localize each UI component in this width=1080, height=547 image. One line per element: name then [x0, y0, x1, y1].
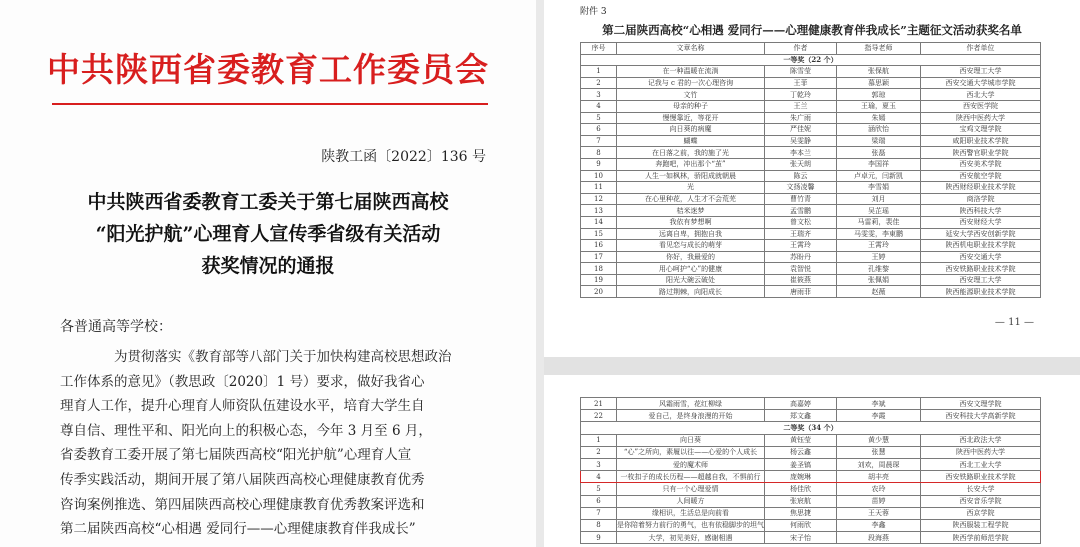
table-cell: 陕西中医药大学 [921, 446, 1041, 458]
table-cell: 唐雨菲 [765, 286, 837, 298]
table-cell: 王瑞齐 [765, 228, 837, 240]
table-cell: 曾文松 [765, 216, 837, 228]
table-cell: 胡丰亮 [837, 471, 921, 483]
table-cell: 王菲 [765, 77, 837, 89]
table-cell: 王天蓉 [837, 507, 921, 519]
table-cell: 宋子怡 [765, 532, 837, 544]
table-header-row [581, 43, 1041, 55]
table-cell: 21 [581, 398, 617, 410]
table-cell: 你好，我最爱的 [617, 251, 765, 263]
page-divider [536, 0, 544, 547]
table-cell: 陕西机电职业技术学院 [921, 240, 1041, 252]
table-cell: 刘欢，周晨琛 [837, 458, 921, 470]
table-cell: 光 [617, 182, 765, 194]
table-cell: 杨云鑫 [765, 446, 837, 458]
table-cell: 2 [581, 77, 617, 89]
table-row [581, 240, 1041, 252]
table-cell: 看见恋与成长的萌芽 [617, 240, 765, 252]
table-row [581, 182, 1041, 194]
table-cell: 李霞 [837, 410, 921, 422]
table-cell: 在日落之前，我的施了光 [617, 147, 765, 159]
table-cell: 母亲的种子 [617, 100, 765, 112]
table-cell: 李雪娟 [837, 182, 921, 194]
table-cell: 西安交通大学城市学院 [921, 77, 1041, 89]
table-cell: 3 [581, 89, 617, 101]
table-cell: 西安文理学院 [921, 398, 1041, 410]
table-cell: 缘相识，生活总是向前看 [617, 507, 765, 519]
table-cell: 只有一个心理爱情 [617, 483, 765, 495]
table-cell: 阳光大碗云破处 [617, 274, 765, 286]
table-row [581, 147, 1041, 159]
table-row [581, 507, 1041, 519]
body-line: 第二届陕西高校“心相遇 爱同行——心理健康教育伴我成长” [60, 521, 416, 538]
table-row [581, 286, 1041, 298]
table-cell: 咸阳职业技术学院 [921, 135, 1041, 147]
table-cell: 文章名称 [617, 43, 765, 55]
table-cell: 西安交通大学 [921, 251, 1041, 263]
table-cell: 8 [581, 147, 617, 159]
table-row [581, 193, 1041, 205]
table-cell: 人生一如枫林，骄阳成就朝晨 [617, 170, 765, 182]
table-cell: 西安美术学院 [921, 158, 1041, 170]
table-cell: 17 [581, 251, 617, 263]
page-number: — 11 — [994, 317, 1034, 328]
table-row [581, 458, 1041, 470]
attachment-label: 附件 3 [580, 7, 607, 17]
table-cell: 爱的魔术师 [617, 458, 765, 470]
notice-title-line: 中共陕西省委教育工委关于第七届陕西高校 [87, 191, 449, 213]
table-row [581, 446, 1041, 458]
table-cell: 11 [581, 182, 617, 194]
table-cell: 马雯雯，李東鹏 [837, 228, 921, 240]
prize-section-label: 二等奖（34 个） [581, 422, 1041, 434]
org-title: 中共陕西省委教育工作委员会 [47, 50, 489, 89]
table-cell: 在心里种花，人生才不会荒芜 [617, 193, 765, 205]
table-cell: 蝴蝶 [617, 135, 765, 147]
body-line: 尊自信、理性平和、阳光向上的积极心态，今年 3 月至 6 月， [60, 422, 432, 439]
table-row [581, 495, 1041, 507]
table-cell: 指导老师 [837, 43, 921, 55]
table-cell: 李斌 [837, 398, 921, 410]
table-cell: 苏盼丹 [765, 251, 837, 263]
table-cell: 袁智悦 [765, 263, 837, 275]
table-cell: 西安财经大学 [921, 216, 1041, 228]
table-cell: 文竹 [617, 89, 765, 101]
notice-title-line: 获奖情况的通报 [201, 255, 335, 277]
table-cell: 农玲 [837, 483, 921, 495]
table-cell: 西安科技大学高新学院 [921, 410, 1041, 422]
table-cell: 风霜雨雪，花红柳绿 [617, 398, 765, 410]
table-row [581, 100, 1041, 112]
table-cell: 陕西服装工程学院 [921, 519, 1041, 531]
table-row [581, 135, 1041, 147]
table-cell: 慕思颖 [837, 77, 921, 89]
table-cell: 向日葵 [617, 434, 765, 446]
table-cell: 王霄玲 [837, 240, 921, 252]
salutation: 各普通高等学校： [60, 319, 172, 335]
table-cell: 6 [581, 124, 617, 136]
body-line: 工作体系的意见》（教思政〔2020〕1 号）要求，做好我省心 [60, 373, 425, 390]
body-line: 为贯彻落实《教育部等八部门关于加快构建高校思想政治 [114, 349, 452, 365]
table-row [581, 398, 1041, 410]
table-cell: 陕西财经职业技术学院 [921, 182, 1041, 194]
table-cell: 2 [581, 446, 617, 458]
table-cell: 用心呵护“心”的健康 [617, 263, 765, 275]
table-row [581, 77, 1041, 89]
table-cell: 桔米迷梦 [617, 205, 765, 217]
table-cell: 马雷莉，裴佳 [837, 216, 921, 228]
table-cell: 赵薇 [837, 286, 921, 298]
table-cell: 刘月 [837, 193, 921, 205]
table-cell: 大学，初见美好，感谢相遇 [617, 532, 765, 544]
table-row [581, 66, 1041, 78]
table-cell: 长安大学 [921, 483, 1041, 495]
table-cell: 人间暖方 [617, 495, 765, 507]
table-cell: 焦思捷 [765, 507, 837, 519]
table-cell: 李鑫 [837, 519, 921, 531]
table-cell: 在一种温暖在流淌 [617, 66, 765, 78]
table-cell: 朱广雨 [765, 112, 837, 124]
table-cell: 崔筱燕 [765, 274, 837, 286]
table-cell: 严佳妮 [765, 124, 837, 136]
table-cell: 何雨欣 [765, 519, 837, 531]
table-row [581, 170, 1041, 182]
body-line: 理育人工作，提升心理育人师资队伍建设水平，培育大学生自 [60, 398, 425, 415]
table-cell: 5 [581, 112, 617, 124]
table-cell: 19 [581, 274, 617, 286]
table-row [581, 434, 1041, 446]
table-cell: 郑文鑫 [765, 410, 837, 422]
table-cell: 延安大学西安创新学院 [921, 228, 1041, 240]
table-cell: 西安音乐学院 [921, 495, 1041, 507]
table-cell: 孟雪鹏 [765, 205, 837, 217]
table-row [581, 158, 1041, 170]
table-cell: 朱嫣 [837, 112, 921, 124]
table-cell: 记我与 c 君的一次心理咨询 [617, 77, 765, 89]
table-cell: 段海燕 [837, 532, 921, 544]
table-row [581, 483, 1041, 495]
award-list-page-1 [544, 0, 1080, 357]
table-cell: 张磊 [837, 147, 921, 159]
table-cell: 作者 [765, 43, 837, 55]
page-gap [544, 357, 1080, 375]
table-cell: 序号 [581, 43, 617, 55]
table-cell: 9 [581, 532, 617, 544]
table-row [581, 205, 1041, 217]
table-cell: 12 [581, 193, 617, 205]
table-cell: 陕西警官职业学院 [921, 147, 1041, 159]
table-cell: 西京学院 [921, 507, 1041, 519]
table-cell: 张佩娟 [837, 274, 921, 286]
table-row [581, 216, 1041, 228]
highlighted-table-row [581, 471, 1041, 483]
table-cell: 陕西科技大学 [921, 205, 1041, 217]
table-cell: 曹竹青 [765, 193, 837, 205]
award-list-page-2 [544, 375, 1080, 547]
table-cell: 15 [581, 228, 617, 240]
prize-section-row [581, 54, 1041, 66]
table-cell: 是你陪着努力前行的勇气，也有依稳脚步的坦气 [617, 519, 765, 531]
table-cell: 远离自卑，拥抱自我 [617, 228, 765, 240]
table-row [581, 410, 1041, 422]
notice-title-line: “阳光护航”心理育人宣传季省级有关活动 [95, 223, 441, 245]
table-row [581, 519, 1041, 531]
table-cell: 7 [581, 135, 617, 147]
table-cell: 14 [581, 216, 617, 228]
table-row [581, 89, 1041, 101]
table-cell: 一枚扣子的成长历程——超越自我，不惧前行 [617, 471, 765, 483]
table-cell: 李本兰 [765, 147, 837, 159]
table-cell: 18 [581, 263, 617, 275]
table-cell: 向日葵的病魔 [617, 124, 765, 136]
table-cell: 奔跑吧，冲出那个“茧” [617, 158, 765, 170]
table-cell: 9 [581, 158, 617, 170]
table-cell: 西安铁路职业技术学院 [921, 263, 1041, 275]
table-row [581, 532, 1041, 544]
table-cell: 路过荆棘，向阳成长 [617, 286, 765, 298]
table-cell: 4 [581, 471, 617, 483]
table-row [581, 274, 1041, 286]
table-cell: 吴雯静 [765, 135, 837, 147]
prize-section-label: 一等奖（22 个） [581, 54, 1041, 66]
table-cell: 王婷 [837, 251, 921, 263]
table-cell: 13 [581, 205, 617, 217]
table-cell: 郭琼 [837, 89, 921, 101]
table-cell: 1 [581, 434, 617, 446]
table-cell: 黄钰莹 [765, 434, 837, 446]
table-cell: 22 [581, 410, 617, 422]
table-cell: 卢卓元，闫新凯 [837, 170, 921, 182]
table-cell: 苗婷 [837, 495, 921, 507]
table-cell: 8 [581, 519, 617, 531]
table-cell: 1 [581, 66, 617, 78]
document-number: 陕教工函〔2022〕136 号 [321, 149, 486, 165]
table-cell: 宝鸡文理学院 [921, 124, 1041, 136]
table-cell: 庞婉琳 [765, 471, 837, 483]
table-cell: 姜圣镐 [765, 458, 837, 470]
table-row [581, 228, 1041, 240]
table-cell: 西安理工大学 [921, 274, 1041, 286]
table-cell: 黄少慧 [837, 434, 921, 446]
prize-section-row [581, 422, 1041, 434]
table-cell: 张慧 [837, 446, 921, 458]
table-cell: 西北工业大学 [921, 458, 1041, 470]
award-table [580, 42, 1041, 298]
table-cell: 王瑜，夏玉 [837, 100, 921, 112]
table-cell: 商洛学院 [921, 193, 1041, 205]
body-text [60, 345, 490, 542]
table-cell: 张宸航 [765, 495, 837, 507]
body-line: 咨询案例推选、第四届陕西高校心理健康教育优秀教案评选和 [60, 496, 425, 513]
body-line: 省委教育工委开展了第七届陕西高校“阳光护航”心理育人宣 [60, 447, 412, 464]
table-cell: 西北大学 [921, 89, 1041, 101]
table-cell: 陈雪莹 [765, 66, 837, 78]
table-cell: 吴芷瑶 [837, 205, 921, 217]
table-cell: 张保航 [837, 66, 921, 78]
table-cell: 文扬凌馨 [765, 182, 837, 194]
table-cell: 王兰 [765, 100, 837, 112]
table-row [581, 124, 1041, 136]
table-cell: 高嘉婷 [765, 398, 837, 410]
table-row [581, 112, 1041, 124]
table-cell: 陕西学前师范学院 [921, 532, 1041, 544]
notice-title [30, 186, 506, 282]
table-cell: 爱自己，是终身浪漫的开始 [617, 410, 765, 422]
table-cell: 涵欣怡 [837, 124, 921, 136]
table-cell: 梁瑞 [837, 135, 921, 147]
table-row [581, 251, 1041, 263]
table-cell: “心”之所向，素履以往——心爱的个人成长 [617, 446, 765, 458]
table-cell: 16 [581, 240, 617, 252]
table-cell: 西安航空学院 [921, 170, 1041, 182]
table-cell: 丁乾玲 [765, 89, 837, 101]
body-line: 传季实践活动，期间开展了第八届陕西高校心理健康教育优秀 [60, 471, 425, 488]
table-cell: 慢慢靠近，等花开 [617, 112, 765, 124]
table-title: 第二届陕西高校“心相遇 爱同行——心理健康教育伴我成长”主题征文活动获奖名单 [602, 23, 1022, 37]
table-cell: 张天朗 [765, 158, 837, 170]
table-cell: 西安医学院 [921, 100, 1041, 112]
table-cell: 我依有梦想啊 [617, 216, 765, 228]
table-cell: 5 [581, 483, 617, 495]
table-cell: 陕西中医药大学 [921, 112, 1041, 124]
table-row [581, 263, 1041, 275]
table-cell: 4 [581, 100, 617, 112]
table-cell: 西北政法大学 [921, 434, 1041, 446]
table-cell: 西安铁路职业技术学院 [921, 471, 1041, 483]
left-document [0, 0, 536, 547]
table-cell: 6 [581, 495, 617, 507]
table-cell: 7 [581, 507, 617, 519]
table-cell: 作者单位 [921, 43, 1041, 55]
award-table-continued [580, 397, 1041, 544]
red-divider [52, 103, 488, 105]
table-cell: 20 [581, 286, 617, 298]
table-cell: 孔维黎 [837, 263, 921, 275]
table-cell: 10 [581, 170, 617, 182]
table-cell: 李国祥 [837, 158, 921, 170]
table-cell: 王霄玲 [765, 240, 837, 252]
table-cell: 陈云 [765, 170, 837, 182]
table-cell: 杨佳欣 [765, 483, 837, 495]
table-cell: 3 [581, 458, 617, 470]
table-cell: 陕西能源职业技术学院 [921, 286, 1041, 298]
table-cell: 西安理工大学 [921, 66, 1041, 78]
